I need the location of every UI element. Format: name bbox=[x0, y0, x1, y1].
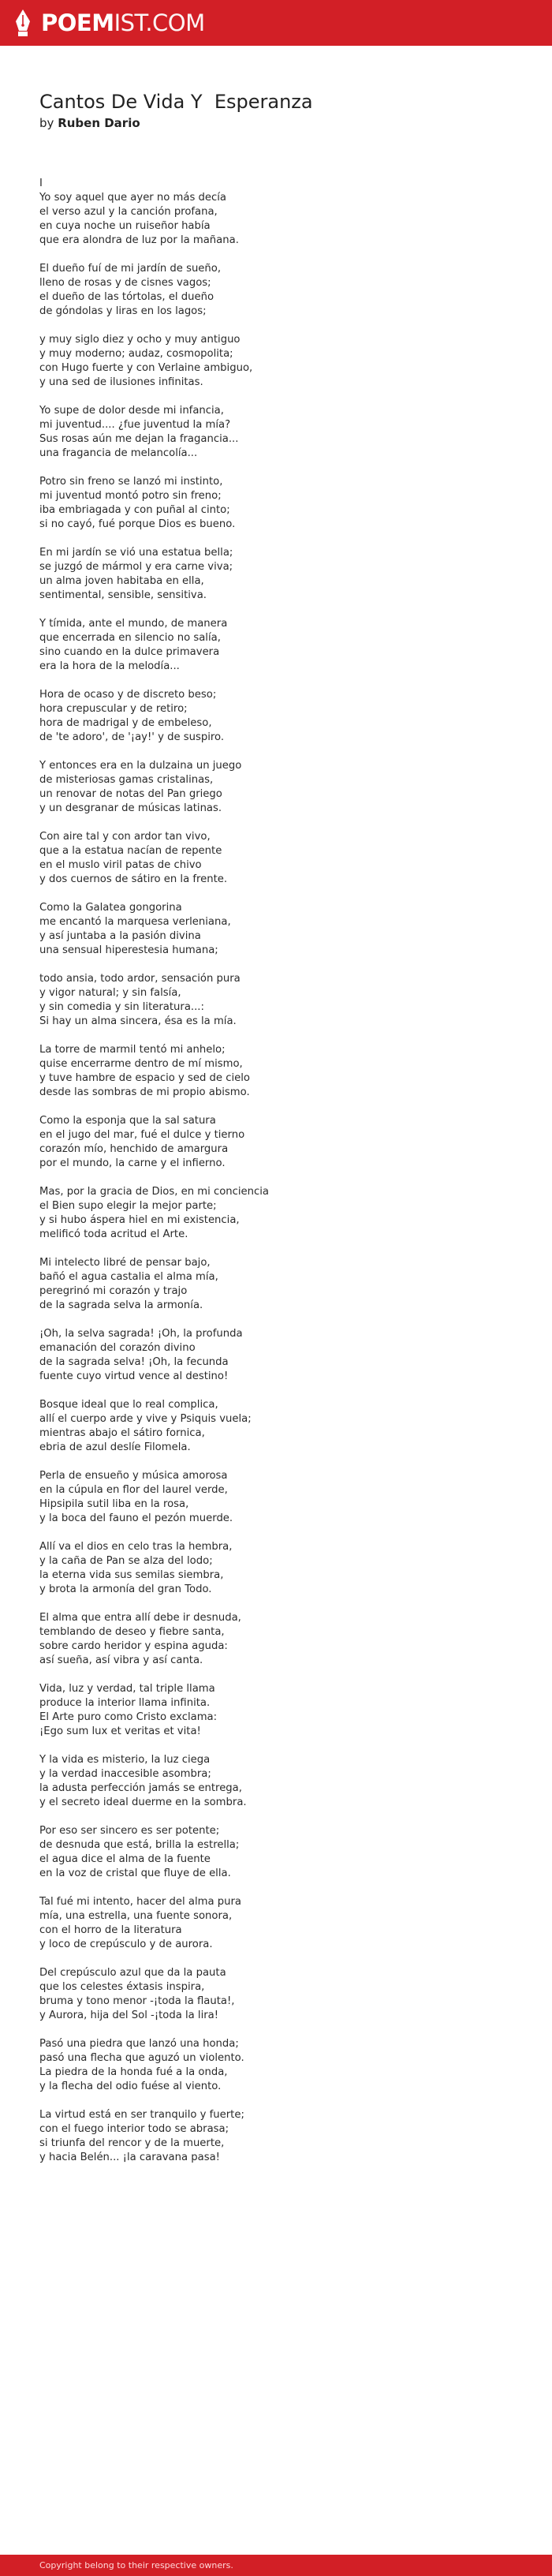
poem-line: y Aurora, hija del Sol -¡toda la lira! bbox=[39, 2010, 219, 2021]
stanza-break bbox=[39, 1810, 528, 1824]
poem-line: desde las sombras de mi propio abismo. bbox=[39, 1086, 250, 1098]
stanza-break bbox=[39, 532, 528, 546]
poem-line: En mi jardín se vió una estatua bella; bbox=[39, 547, 233, 559]
poem-line: y muy moderno; audaz, cosmopolita; bbox=[39, 348, 233, 360]
poem-line: me encantó la marquesa verleniana, bbox=[39, 916, 231, 928]
stanza-break bbox=[39, 674, 528, 688]
poem-line: La virtud está en ser tranquilo y fuerte; bbox=[39, 2109, 244, 2121]
poem-line: un renovar de notas del Pan griego bbox=[39, 788, 222, 800]
poem-line: se juzgó de mármol y era carne viva; bbox=[39, 561, 233, 573]
poem-line: de la sagrada selva la armonía. bbox=[39, 1299, 203, 1311]
poem-line: el verso azul y la canción profana, bbox=[39, 206, 218, 218]
by-label: by bbox=[39, 116, 54, 130]
pen-nib-icon bbox=[14, 9, 32, 37]
poem-line: Perla de ensueño y música amorosa bbox=[39, 1470, 228, 1482]
poem-line: Vida, luz y verdad, tal triple llama bbox=[39, 1683, 215, 1695]
poem-line: hora crepuscular y de retiro; bbox=[39, 703, 188, 715]
stanza-break bbox=[39, 816, 528, 830]
poem-line: en el jugo del mar, fué el dulce y tierno bbox=[39, 1129, 245, 1141]
poem-line: todo ansia, todo ardor, sensación pura bbox=[39, 973, 241, 985]
byline bbox=[39, 115, 528, 131]
poem-line: en la cúpula en flor del laurel verde, bbox=[39, 1484, 228, 1496]
author-name: Ruben Dario bbox=[58, 116, 140, 130]
poem-line: La piedra de la honda fué a la onda, bbox=[39, 2066, 228, 2078]
poem-line: Hora de ocaso y de discreto beso; bbox=[39, 689, 217, 701]
poem-line: Como la esponja que la sal satura bbox=[39, 1115, 216, 1127]
poem-line: que a la estatua nacían de repente bbox=[39, 845, 222, 857]
poem-content bbox=[39, 90, 528, 2165]
poem-line: de la sagrada selva! ¡Oh, la fecunda bbox=[39, 1356, 229, 1368]
poem-line: Como la Galatea gongorina bbox=[39, 902, 182, 914]
poem-line: Bosque ideal que lo real complica, bbox=[39, 1399, 218, 1411]
poem-line: fuente cuyo virtud vence al destino! bbox=[39, 1370, 229, 1382]
poem-line: y una sed de ilusiones infinitas. bbox=[39, 376, 203, 388]
stanza-break bbox=[39, 2023, 528, 2037]
page-title: Cantos De Vida Y Esperanza bbox=[39, 91, 313, 113]
poem-line: y así juntaba a la pasión divina bbox=[39, 930, 201, 942]
site-header bbox=[0, 0, 552, 46]
poem-line: hora de madrigal y de embeleso, bbox=[39, 717, 212, 729]
poem-line: El Arte puro como Cristo exclama: bbox=[39, 1711, 218, 1723]
poem-line: con el fuego interior todo se abrasa; bbox=[39, 2123, 229, 2135]
poem-line: I bbox=[39, 178, 43, 189]
stanza-break bbox=[39, 1242, 528, 1256]
poem-line: allí el cuerpo arde y vive y Psiquis vuela; bbox=[39, 1413, 252, 1425]
poem-line: Mi intelecto libré de pensar bajo, bbox=[39, 1257, 211, 1269]
poem-line: Si hay un alma sincera, ésa es la mía. bbox=[39, 1015, 237, 1027]
poem-line: el Bien supo elegir la mejor parte; bbox=[39, 1200, 217, 1212]
poem-line: era la hora de la melodía... bbox=[39, 660, 180, 672]
poem-line: Yo supe de dolor desde mi infancia, bbox=[39, 405, 224, 417]
poem-line: y hacia Belén... ¡la caravana pasa! bbox=[39, 2152, 220, 2163]
stanza-break bbox=[39, 745, 528, 759]
logo-wordmark bbox=[41, 9, 205, 37]
site-logo[interactable] bbox=[14, 9, 205, 37]
stanza-break bbox=[39, 319, 528, 333]
poem-line: con Hugo fuerte y con Verlaine ambiguo, bbox=[39, 362, 253, 374]
poem-line: de 'te adoro', de '¡ay!' y de suspiro. bbox=[39, 731, 225, 743]
poem-line: bañó el agua castalia el alma mía, bbox=[39, 1271, 218, 1283]
poem-line: Hipsipila sutil liba en la rosa, bbox=[39, 1498, 189, 1510]
poem-line: Y tímida, ante el mundo, de manera bbox=[39, 618, 228, 630]
poem-line: ebria de azul deslíe Filomela. bbox=[39, 1441, 191, 1453]
poem-line: Del crepúsculo azul que da la pauta bbox=[39, 1967, 226, 1979]
poem-line: Allí va el dios en celo tras la hembra, bbox=[39, 1541, 233, 1553]
poem-line: mía, una estrella, una fuente sonora, bbox=[39, 1910, 233, 1922]
poem-line: que encerrada en silencio no salía, bbox=[39, 632, 221, 644]
poem-line: en cuya noche un ruiseñor había bbox=[39, 220, 211, 232]
poem-line: emanación del corazón divino bbox=[39, 1342, 196, 1354]
poem-line: el agua dice el alma de la fuente bbox=[39, 1853, 211, 1865]
stanza-break bbox=[39, 1313, 528, 1327]
poem-line: que era alondra de luz por la mañana. bbox=[39, 234, 239, 246]
poem-line: Mas, por la gracia de Dios, en mi conciencia bbox=[39, 1186, 270, 1198]
poem-line: ¡Ego sum lux et veritas et vita! bbox=[39, 1725, 201, 1737]
stanza-break bbox=[39, 390, 528, 404]
poem-line: una sensual hiperestesia humana; bbox=[39, 944, 218, 956]
stanza-break bbox=[39, 1526, 528, 1540]
poem-line: un alma joven habitaba en ella, bbox=[39, 575, 204, 587]
poem-line: mi juventud montó potro sin freno; bbox=[39, 490, 222, 502]
poem-line: que los celestes éxtasis inspira, bbox=[39, 1981, 205, 1993]
poem-line: y la boca del fauno el pezón muerde. bbox=[39, 1512, 233, 1524]
poem-line: Tal fué mi intento, hacer del alma pura bbox=[39, 1896, 241, 1908]
stanza-break bbox=[39, 1881, 528, 1895]
stanza-break bbox=[39, 248, 528, 262]
poem-line: iba embriagada y con puñal al cinto; bbox=[39, 504, 230, 516]
poem-line: Y la vida es misterio, la luz ciega bbox=[39, 1754, 211, 1766]
poem-line: la eterna vida sus semilas siembra, bbox=[39, 1569, 224, 1581]
stanza-break bbox=[39, 1952, 528, 1966]
stanza-break bbox=[39, 1029, 528, 1043]
poem-line: así sueña, así vibra y así canta. bbox=[39, 1654, 203, 1666]
stanza-break bbox=[39, 1668, 528, 1682]
poem-line: si no cayó, fué porque Dios es bueno. bbox=[39, 518, 236, 530]
poem-line: y loco de crepúsculo y de aurora. bbox=[39, 1939, 213, 1950]
poem-line: ¡Oh, la selva sagrada! ¡Oh, la profunda bbox=[39, 1328, 243, 1340]
stanza-break bbox=[39, 1455, 528, 1469]
site-footer bbox=[0, 2555, 552, 2576]
poem-line: Sus rosas aún me dejan la fragancia... bbox=[39, 433, 239, 445]
poem-body bbox=[39, 177, 528, 2165]
stanza-break bbox=[39, 1597, 528, 1611]
poem-line: produce la interior llama infinita. bbox=[39, 1697, 211, 1709]
poem-line: sino cuando en la dulce primavera bbox=[39, 646, 220, 658]
poem-line: y muy siglo diez y ocho y muy antiguo bbox=[39, 334, 241, 346]
poem-line: y dos cuernos de sátiro en la frente. bbox=[39, 873, 228, 885]
poem-line: de misteriosas gamas cristalinas, bbox=[39, 774, 214, 786]
poem-line: una fragancia de melancolía... bbox=[39, 447, 198, 459]
poem-line: Yo soy aquel que ayer no más decía bbox=[39, 192, 227, 204]
poem-line: y sin comedia y sin literatura...: bbox=[39, 1001, 204, 1013]
poem-line: Potro sin freno se lanzó mi instinto, bbox=[39, 476, 223, 488]
stanza-break bbox=[39, 603, 528, 617]
poem-line: temblando de deseo y fiebre santa, bbox=[39, 1626, 225, 1638]
poem-line: mi juventud.... ¿fue juventud la mía? bbox=[39, 419, 231, 431]
poem-line: sobre cardo heridor y espina aguda: bbox=[39, 1640, 228, 1652]
poem-line: y si hubo áspera hiel en mi existencia, bbox=[39, 1214, 240, 1226]
poem-line: corazón mío, henchido de amargura bbox=[39, 1143, 229, 1155]
poem-line: con el horro de la literatura bbox=[39, 1924, 182, 1936]
poem-line: Y entonces era en la dulzaina un juego bbox=[39, 760, 242, 772]
stanza-break bbox=[39, 1100, 528, 1114]
poem-line: y el secreto ideal duerme en la sombra. bbox=[39, 1796, 247, 1808]
poem-line: quise encerrarme dentro de mí mismo, bbox=[39, 1058, 243, 1070]
poem-line: y vigor natural; y sin falsía, bbox=[39, 987, 181, 999]
stanza-break bbox=[39, 887, 528, 901]
poem-line: mientras abajo el sátiro fornica, bbox=[39, 1427, 205, 1439]
poem-line: El alma que entra allí debe ir desnuda, bbox=[39, 1612, 241, 1624]
poem-line: melificó toda acritud el Arte. bbox=[39, 1228, 188, 1240]
poem-line: pasó una flecha que aguzó un violento. bbox=[39, 2052, 244, 2064]
poem-line: por el mundo, la carne y el infierno. bbox=[39, 1157, 226, 1169]
stanza-break bbox=[39, 2094, 528, 2108]
poem-line: La torre de marmil tentó mi anhelo; bbox=[39, 1044, 226, 1056]
stanza-break bbox=[39, 1739, 528, 1753]
poem-line: sentimental, sensible, sensitiva. bbox=[39, 589, 207, 601]
poem-line: y un desgranar de músicas latinas. bbox=[39, 802, 222, 814]
poem-line: peregrinó mi corazón y trajo bbox=[39, 1285, 188, 1297]
poem-line: de desnuda que está, brilla la estrella; bbox=[39, 1839, 240, 1851]
poem-line: y tuve hambre de espacio y sed de cielo bbox=[39, 1072, 250, 1084]
stanza-break bbox=[39, 1171, 528, 1185]
poem-line: y la caña de Pan se alza del lodo; bbox=[39, 1555, 213, 1567]
poem-line: y la flecha del odio fuése al viento. bbox=[39, 2081, 222, 2092]
poem-line: Por eso ser sincero es ser potente; bbox=[39, 1825, 220, 1837]
logo-strong-text: POEM bbox=[41, 9, 114, 36]
poem-line: lleno de rosas y de cisnes vagos; bbox=[39, 277, 211, 289]
logo-light-text: IST.COM bbox=[114, 9, 205, 36]
poem-line: si triunfa del rencor y de la muerte, bbox=[39, 2137, 225, 2149]
poem-line: en el muslo viril patas de chivo bbox=[39, 859, 202, 871]
poem-line: El dueño fuí de mi jardín de sueño, bbox=[39, 263, 222, 275]
copyright-text: Copyright belong to their respective owners. bbox=[39, 2560, 233, 2570]
poem-line: de góndolas y liras en los lagos; bbox=[39, 305, 207, 317]
poem-line: bruma y tono menor -¡toda la flauta!, bbox=[39, 1995, 235, 2007]
poem-line: la adusta perfección jamás se entrega, bbox=[39, 1782, 242, 1794]
stanza-break bbox=[39, 958, 528, 972]
poem-line: el dueño de las tórtolas, el dueño bbox=[39, 291, 214, 303]
stanza-break bbox=[39, 1384, 528, 1398]
poem-line: Pasó una piedra que lanzó una honda; bbox=[39, 2038, 239, 2050]
poem-line: y la verdad inaccesible asombra; bbox=[39, 1768, 211, 1780]
poem-line: Con aire tal y con ardor tan vivo, bbox=[39, 831, 211, 843]
stanza-break bbox=[39, 461, 528, 475]
poem-line: en la voz de cristal que fluye de ella. bbox=[39, 1868, 231, 1879]
poem-line: y brota la armonía del gran Todo. bbox=[39, 1583, 212, 1595]
